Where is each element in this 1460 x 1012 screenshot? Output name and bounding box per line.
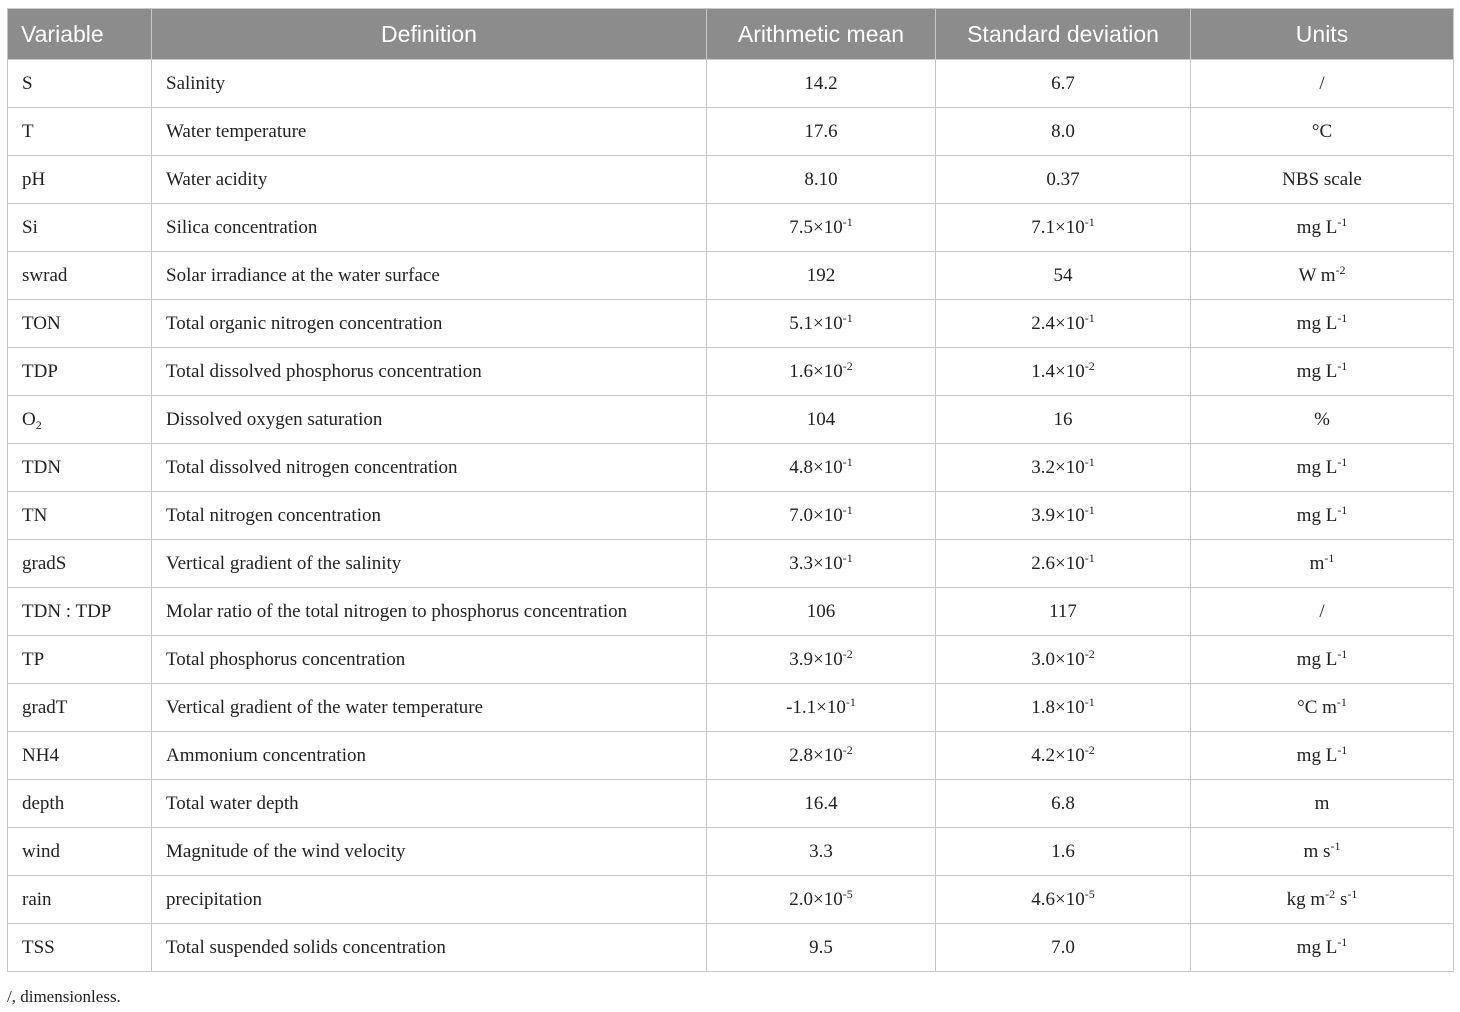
mean-exponent: -2: [842, 358, 853, 373]
cell-standard-deviation: [936, 492, 1191, 540]
table-row: [8, 204, 1454, 252]
cell-definition: [152, 252, 707, 300]
definition-text: Total suspended solids concentration: [166, 936, 446, 958]
cell-arithmetic-mean: [707, 684, 936, 732]
cell-units: [1191, 252, 1454, 300]
sd-value: 7.0: [1051, 936, 1075, 958]
unit-text: mg L: [1296, 216, 1338, 238]
unit-exponent: -1: [1347, 886, 1358, 901]
definition-text: Total water depth: [166, 792, 299, 814]
unit-exponent: -1: [1337, 646, 1348, 661]
mean-value: 2.0×10: [789, 888, 843, 910]
mean-value: 104: [806, 408, 836, 430]
unit-text: °C m: [1297, 696, 1337, 718]
variable-symbol: rain: [22, 888, 52, 910]
sd-value: 3.9×10: [1031, 504, 1085, 526]
cell-definition: [152, 924, 707, 972]
cell-standard-deviation: [936, 204, 1191, 252]
cell-definition: [152, 156, 707, 204]
header-row: [8, 9, 1454, 60]
sd-value: 4.2×10: [1031, 744, 1085, 766]
mean-exponent: -1: [842, 502, 853, 517]
cell-units: [1191, 876, 1454, 924]
sd-value: 3.0×10: [1031, 648, 1085, 670]
header-definition: Definition: [152, 9, 707, 60]
definition-text: Molar ratio of the total nitrogen to phosphorus concentration: [166, 600, 628, 622]
unit-exponent: -1: [1336, 694, 1347, 709]
sd-value: 1.6: [1051, 840, 1075, 862]
unit-text: m s: [1303, 840, 1331, 862]
cell-standard-deviation: [936, 636, 1191, 684]
variable-subscript: 2: [35, 417, 42, 432]
table-row: [8, 60, 1454, 108]
cell-variable: [8, 876, 152, 924]
unit-text: %: [1314, 408, 1330, 430]
unit-exponent: -2: [1335, 262, 1346, 277]
mean-value: 14.2: [804, 72, 838, 94]
sd-exponent: -1: [1084, 454, 1095, 469]
table-footnote: /, dimensionless.: [7, 987, 121, 1006]
sd-exponent: -1: [1084, 694, 1095, 709]
variables-table-container: [7, 8, 1453, 972]
cell-variable: [8, 396, 152, 444]
cell-variable: [8, 108, 152, 156]
cell-variable: [8, 204, 152, 252]
unit-text: mg L: [1296, 648, 1338, 670]
sd-value: 6.8: [1051, 792, 1075, 814]
variable-symbol: Si: [22, 216, 38, 238]
table-row: [8, 924, 1454, 972]
mean-value: 3.3×10: [789, 552, 843, 574]
mean-exponent: -1: [842, 310, 853, 325]
header-variable: Variable: [8, 9, 152, 60]
cell-standard-deviation: [936, 444, 1191, 492]
table-row: [8, 540, 1454, 588]
mean-value: 3.3: [809, 840, 833, 862]
sd-value: 2.4×10: [1031, 312, 1085, 334]
unit-exponent: -1: [1337, 742, 1348, 757]
cell-units: [1191, 588, 1454, 636]
definition-text: Solar irradiance at the water surface: [166, 264, 440, 286]
cell-definition: [152, 396, 707, 444]
unit-text: /: [1319, 72, 1325, 94]
mean-value: 9.5: [809, 936, 833, 958]
sd-exponent: -1: [1084, 502, 1095, 517]
mean-value: 2.8×10: [789, 744, 843, 766]
cell-standard-deviation: [936, 156, 1191, 204]
table-body: [8, 60, 1454, 972]
mean-exponent: -1: [842, 454, 853, 469]
definition-text: Total nitrogen concentration: [166, 504, 381, 526]
cell-units: [1191, 540, 1454, 588]
header-standard-deviation: Standard deviation: [936, 9, 1191, 60]
cell-standard-deviation: [936, 348, 1191, 396]
definition-text: precipitation: [166, 888, 263, 910]
variable-symbol: TP: [22, 648, 45, 670]
sd-value: 16: [1053, 408, 1073, 430]
cell-arithmetic-mean: [707, 396, 936, 444]
cell-units: [1191, 444, 1454, 492]
cell-units: [1191, 828, 1454, 876]
cell-variable: [8, 684, 152, 732]
cell-arithmetic-mean: [707, 588, 936, 636]
sd-exponent: -1: [1084, 550, 1095, 565]
mean-value: 8.10: [804, 168, 838, 190]
sd-value: 1.8×10: [1031, 696, 1085, 718]
cell-arithmetic-mean: [707, 60, 936, 108]
sd-exponent: -1: [1084, 214, 1095, 229]
unit-text: mg L: [1296, 936, 1338, 958]
cell-standard-deviation: [936, 684, 1191, 732]
cell-standard-deviation: [936, 828, 1191, 876]
table-row: [8, 300, 1454, 348]
variable-symbol: gradS: [22, 552, 67, 574]
mean-value: 5.1×10: [789, 312, 843, 334]
variable-symbol: TDP: [22, 360, 58, 382]
variable-symbol: TDN: [22, 456, 62, 478]
cell-arithmetic-mean: [707, 204, 936, 252]
header-arithmetic-mean: Arithmetic mean: [707, 9, 936, 60]
cell-standard-deviation: [936, 732, 1191, 780]
unit-exponent: -1: [1337, 934, 1348, 949]
cell-variable: [8, 540, 152, 588]
cell-arithmetic-mean: [707, 876, 936, 924]
table-row: [8, 348, 1454, 396]
variable-symbol: wind: [22, 840, 60, 862]
cell-standard-deviation: [936, 60, 1191, 108]
mean-value: 17.6: [804, 120, 838, 142]
table-row: [8, 492, 1454, 540]
table-row: [8, 636, 1454, 684]
unit-text: mg L: [1296, 504, 1338, 526]
variable-symbol: TN: [22, 504, 48, 526]
variable-symbol: O: [22, 408, 36, 430]
cell-variable: [8, 348, 152, 396]
mean-value: 7.0×10: [789, 504, 843, 526]
cell-definition: [152, 60, 707, 108]
unit-text: m: [1309, 552, 1325, 574]
unit-exponent: -1: [1324, 550, 1335, 565]
sd-value: 6.7: [1051, 72, 1075, 94]
cell-arithmetic-mean: [707, 540, 936, 588]
cell-arithmetic-mean: [707, 492, 936, 540]
mean-value: 4.8×10: [789, 456, 843, 478]
unit-text: NBS scale: [1282, 168, 1362, 190]
sd-value: 117: [1049, 600, 1077, 622]
sd-value: 2.6×10: [1031, 552, 1085, 574]
sd-exponent: -2: [1084, 646, 1095, 661]
mean-exponent: -1: [842, 550, 853, 565]
cell-arithmetic-mean: [707, 444, 936, 492]
cell-standard-deviation: [936, 396, 1191, 444]
unit-exponent: -1: [1330, 838, 1341, 853]
cell-units: [1191, 924, 1454, 972]
unit-exponent: -2: [1325, 886, 1336, 901]
mean-exponent: -1: [842, 214, 853, 229]
cell-variable: [8, 300, 152, 348]
sd-value: 54: [1053, 264, 1073, 286]
sd-value: 1.4×10: [1031, 360, 1085, 382]
cell-units: [1191, 780, 1454, 828]
cell-definition: [152, 684, 707, 732]
cell-definition: [152, 444, 707, 492]
variable-symbol: gradT: [22, 696, 68, 718]
variable-symbol: T: [22, 120, 34, 142]
cell-arithmetic-mean: [707, 252, 936, 300]
mean-value: 3.9×10: [789, 648, 843, 670]
unit-text: /: [1319, 600, 1325, 622]
unit-text: kg m: [1286, 888, 1326, 910]
mean-value: -1.1×10: [786, 696, 846, 718]
cell-standard-deviation: [936, 876, 1191, 924]
cell-units: [1191, 684, 1454, 732]
sd-exponent: -2: [1084, 358, 1095, 373]
table-header: [8, 9, 1454, 60]
cell-arithmetic-mean: [707, 156, 936, 204]
mean-exponent: -2: [842, 742, 853, 757]
cell-units: [1191, 60, 1454, 108]
variables-table: [7, 8, 1454, 972]
mean-value: 192: [806, 264, 836, 286]
cell-arithmetic-mean: [707, 636, 936, 684]
table-row: [8, 396, 1454, 444]
cell-variable: [8, 588, 152, 636]
definition-text: Dissolved oxygen saturation: [166, 408, 383, 430]
cell-definition: [152, 108, 707, 156]
table-row: [8, 444, 1454, 492]
cell-standard-deviation: [936, 300, 1191, 348]
definition-text: Vertical gradient of the salinity: [166, 552, 402, 574]
mean-exponent: -5: [842, 886, 853, 901]
table-row: [8, 684, 1454, 732]
variable-symbol: swrad: [22, 264, 68, 286]
variable-symbol: TSS: [22, 936, 55, 958]
cell-definition: [152, 492, 707, 540]
cell-arithmetic-mean: [707, 780, 936, 828]
variable-symbol: pH: [22, 168, 46, 190]
cell-variable: [8, 924, 152, 972]
definition-text: Total organic nitrogen concentration: [166, 312, 443, 334]
table-row: [8, 588, 1454, 636]
unit-text: s: [1335, 888, 1348, 910]
unit-text: mg L: [1296, 312, 1338, 334]
table-row: [8, 876, 1454, 924]
table-row: [8, 780, 1454, 828]
cell-units: [1191, 156, 1454, 204]
cell-variable: [8, 732, 152, 780]
cell-definition: [152, 540, 707, 588]
variable-symbol: NH4: [22, 744, 59, 766]
definition-text: Silica concentration: [166, 216, 318, 238]
mean-value: 16.4: [804, 792, 838, 814]
unit-text: m: [1314, 792, 1330, 814]
cell-standard-deviation: [936, 588, 1191, 636]
cell-definition: [152, 636, 707, 684]
cell-arithmetic-mean: [707, 300, 936, 348]
unit-exponent: -1: [1337, 502, 1348, 517]
variable-symbol: TON: [22, 312, 61, 334]
unit-exponent: -1: [1337, 214, 1348, 229]
cell-arithmetic-mean: [707, 828, 936, 876]
cell-standard-deviation: [936, 108, 1191, 156]
unit-text: W m: [1298, 264, 1336, 286]
sd-exponent: -5: [1084, 886, 1095, 901]
cell-units: [1191, 204, 1454, 252]
cell-variable: [8, 444, 152, 492]
definition-text: Total dissolved phosphorus concentration: [166, 360, 482, 382]
cell-variable: [8, 156, 152, 204]
unit-text: mg L: [1296, 456, 1338, 478]
cell-arithmetic-mean: [707, 732, 936, 780]
definition-text: Total dissolved nitrogen concentration: [166, 456, 458, 478]
sd-value: 8.0: [1051, 120, 1075, 142]
cell-variable: [8, 60, 152, 108]
cell-arithmetic-mean: [707, 108, 936, 156]
table-row: [8, 108, 1454, 156]
definition-text: Water acidity: [166, 168, 268, 190]
definition-text: Ammonium concentration: [166, 744, 366, 766]
cell-standard-deviation: [936, 780, 1191, 828]
table-row: [8, 252, 1454, 300]
unit-exponent: -1: [1337, 310, 1348, 325]
definition-text: Salinity: [166, 72, 226, 94]
cell-definition: [152, 780, 707, 828]
cell-arithmetic-mean: [707, 348, 936, 396]
unit-exponent: -1: [1337, 358, 1348, 373]
cell-variable: [8, 252, 152, 300]
table-row: [8, 732, 1454, 780]
cell-definition: [152, 204, 707, 252]
sd-exponent: -2: [1084, 742, 1095, 757]
cell-units: [1191, 396, 1454, 444]
variable-symbol: depth: [22, 792, 65, 814]
cell-definition: [152, 732, 707, 780]
mean-value: 106: [806, 600, 836, 622]
mean-value: 7.5×10: [789, 216, 843, 238]
sd-value: 4.6×10: [1031, 888, 1085, 910]
cell-units: [1191, 636, 1454, 684]
cell-definition: [152, 876, 707, 924]
cell-units: [1191, 732, 1454, 780]
mean-exponent: -1: [845, 694, 856, 709]
cell-definition: [152, 300, 707, 348]
cell-standard-deviation: [936, 252, 1191, 300]
sd-value: 0.37: [1046, 168, 1080, 190]
cell-definition: [152, 828, 707, 876]
unit-text: °C: [1311, 120, 1333, 142]
definition-text: Vertical gradient of the water temperature: [166, 696, 484, 718]
cell-variable: [8, 828, 152, 876]
cell-definition: [152, 588, 707, 636]
variable-symbol: S: [22, 72, 33, 94]
mean-value: 1.6×10: [789, 360, 843, 382]
definition-text: Magnitude of the wind velocity: [166, 840, 406, 862]
cell-variable: [8, 780, 152, 828]
sd-value: 3.2×10: [1031, 456, 1085, 478]
definition-text: Water temperature: [166, 120, 307, 142]
definition-text: Total phosphorus concentration: [166, 648, 406, 670]
cell-standard-deviation: [936, 540, 1191, 588]
cell-standard-deviation: [936, 924, 1191, 972]
header-units: Units: [1191, 9, 1454, 60]
cell-variable: [8, 636, 152, 684]
table-row: [8, 156, 1454, 204]
cell-definition: [152, 348, 707, 396]
cell-variable: [8, 492, 152, 540]
variable-symbol: TDN : TDP: [22, 600, 112, 622]
cell-units: [1191, 300, 1454, 348]
unit-exponent: -1: [1337, 454, 1348, 469]
cell-arithmetic-mean: [707, 924, 936, 972]
table-row: [8, 828, 1454, 876]
sd-exponent: -1: [1084, 310, 1095, 325]
sd-value: 7.1×10: [1031, 216, 1085, 238]
mean-exponent: -2: [842, 646, 853, 661]
cell-units: [1191, 108, 1454, 156]
cell-units: [1191, 348, 1454, 396]
unit-text: mg L: [1296, 744, 1338, 766]
unit-text: mg L: [1296, 360, 1338, 382]
cell-units: [1191, 492, 1454, 540]
